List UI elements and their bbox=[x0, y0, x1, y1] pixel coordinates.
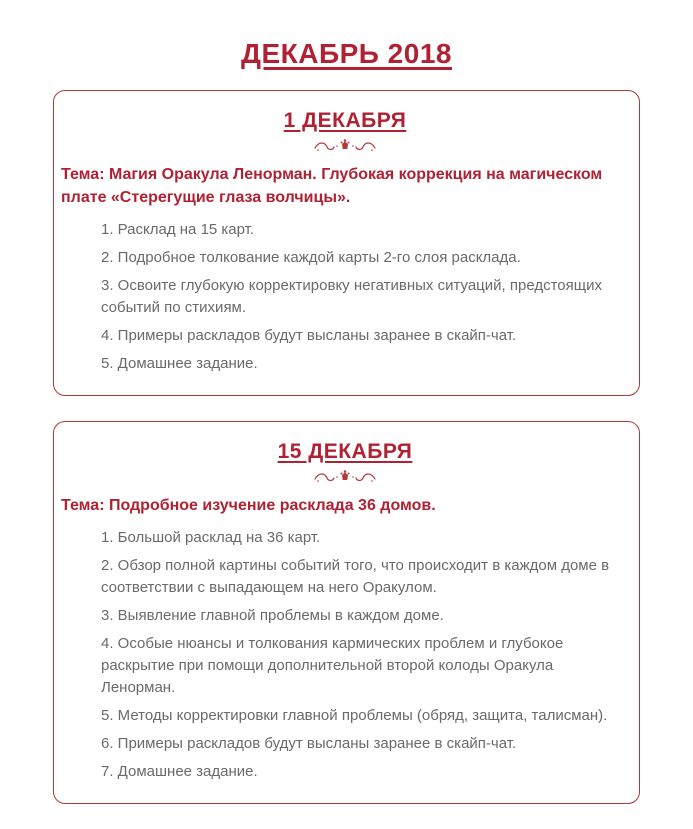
list-item: 1. Расклад на 15 карт. bbox=[101, 221, 255, 238]
list-item: 1. Большой расклад на 36 карт. bbox=[101, 529, 321, 546]
section-card-december-15 bbox=[53, 421, 640, 804]
list-item: 3. Выявление главной проблемы в каждом доме. bbox=[101, 607, 444, 624]
date-heading: 1 ДЕКАБРЯ bbox=[283, 109, 407, 132]
date-heading: 15 ДЕКАБРЯ bbox=[277, 440, 413, 463]
ornament-row bbox=[61, 468, 629, 486]
lesson-item-list bbox=[101, 527, 621, 783]
list-item: 7. Домашнее задание. bbox=[101, 763, 258, 780]
list-item: 2. Обзор полной картины событий того, что происходит в каждом доме в соответствии с выпадающем на него Оракулом. bbox=[101, 557, 610, 596]
list-item: 6. Примеры раскладов будут высланы заранее в скайп-чат. bbox=[101, 735, 517, 752]
lesson-item-list bbox=[101, 219, 621, 375]
list-item: 4. Особые нюансы и толкования кармических проблем и глубокое раскрытие при помощи дополнительной второй колоды Оракула Ленорман. bbox=[101, 635, 564, 696]
list-item: 3. Освоите глубокую корректировку негативных ситуаций, предстоящих событий по стихиям. bbox=[101, 277, 602, 316]
floral-crown-divider-icon bbox=[312, 137, 378, 155]
floral-crown-divider-icon bbox=[312, 468, 378, 486]
list-item: 4. Примеры раскладов будут высланы заранее в скайп-чат. bbox=[101, 327, 517, 344]
page-title: ДЕКАБРЬ 2018 bbox=[241, 38, 452, 69]
list-item: 2. Подробное толкование каждой карты 2-го слоя расклада. bbox=[101, 249, 521, 266]
list-item: 5. Методы корректировки главной проблемы (обряд, защита, талисман). bbox=[101, 707, 608, 724]
ornament-row bbox=[61, 137, 629, 155]
list-item: 5. Домашнее задание. bbox=[101, 355, 258, 372]
section-card-december-1 bbox=[53, 90, 640, 396]
theme-text: Тема: Магия Оракула Ленорман. Глубокая коррекция на магическом плате «Стерегущие глаза волчицы». bbox=[61, 166, 603, 206]
theme-text: Тема: Подробное изучение расклада 36 домов. bbox=[61, 497, 436, 514]
